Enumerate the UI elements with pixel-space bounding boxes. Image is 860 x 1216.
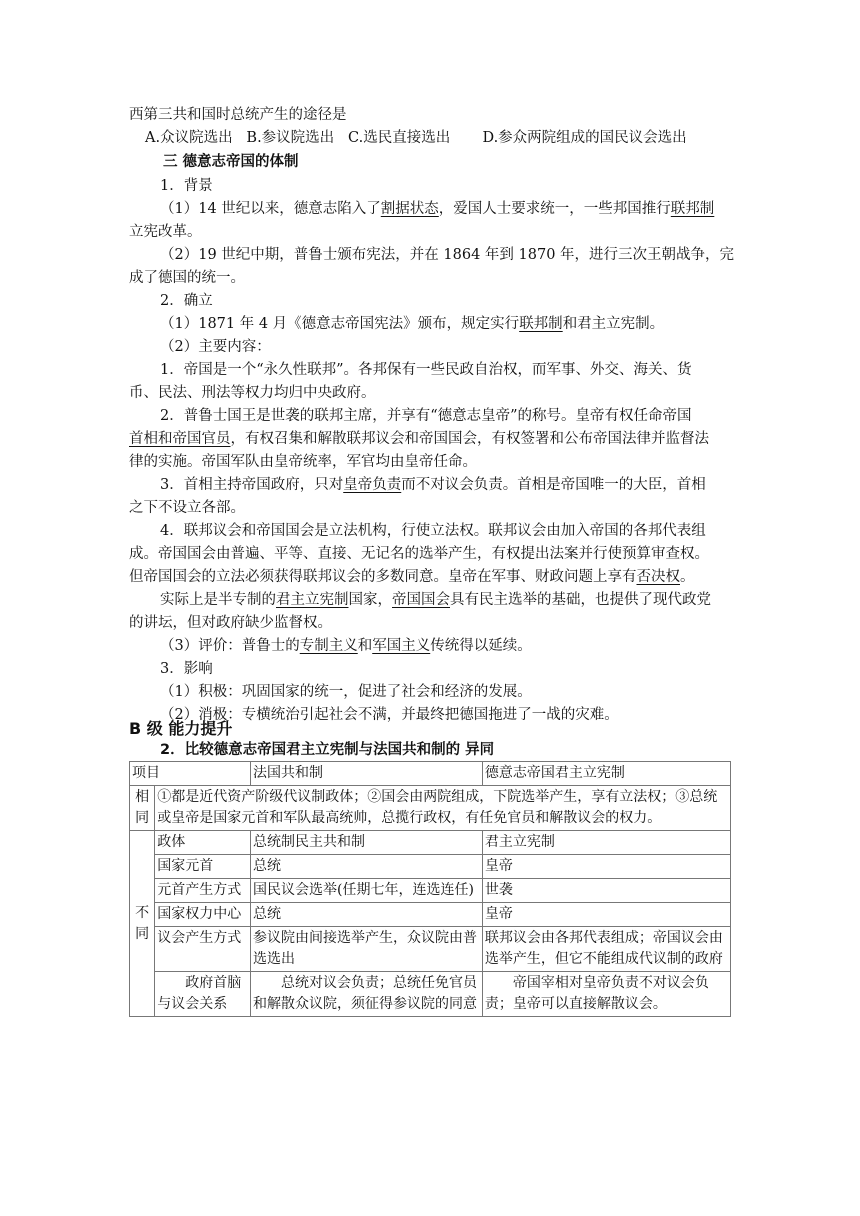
row-key: 政体 [155, 831, 251, 855]
table-row [130, 831, 731, 855]
table-row [130, 855, 731, 879]
table-header-row [130, 762, 731, 786]
content-item-2: 2．普鲁士国王是世袭的联邦主席，并享有“德意志皇帝”的称号。皇帝有权任命帝国 [160, 408, 692, 424]
table-row [130, 879, 731, 903]
content-item-4-cont: 成。帝国国会由普遍、平等、直接、无记名的选举产生，有权提出法案并行使预算审查权。 [129, 546, 709, 562]
diff-label: 不同 [130, 831, 155, 1017]
evaluation: （3）评价：普鲁士的专制主义和军国主义传统得以延续。 [160, 638, 532, 654]
row-france: 总统对议会负责；总统任免官员和解散众议院，须征得参议院的同意 [251, 972, 483, 1017]
row-france: 总统 [251, 903, 483, 927]
underlined-term: 联邦制 [519, 316, 563, 332]
header-germany: 德意志帝国君主立宪制 [482, 762, 730, 786]
influence-negative: （2）消极：专横统治引起社会不满，并最终把德国拖进了一战的灾难。 [160, 707, 619, 723]
option-b: B.参议院选出 [246, 130, 335, 146]
influence-heading: 3．影响 [160, 661, 213, 677]
question-2-title: 2．比较德意志帝国君主立宪制与法国共和制的 异同 [160, 742, 495, 758]
row-germany: 联邦议会由各邦代表组成；帝国议会由选举产生，但它不能组成代议制的政府 [482, 927, 730, 972]
underlined-term: 军国主义 [372, 638, 431, 654]
establish-para-1: （1）1871 年 4 月《德意志帝国宪法》颁布，规定实行联邦制和君主立宪制。 [160, 316, 665, 332]
header-france: 法国共和制 [251, 762, 483, 786]
table-row [130, 903, 731, 927]
row-france: 总统制民主共和制 [251, 831, 483, 855]
establish-para-2: （2）主要内容： [160, 339, 271, 355]
level-b-heading: B 级 能力提升 [129, 719, 233, 738]
row-key: 国家元首 [155, 855, 251, 879]
underlined-term: 割据状态 [380, 201, 439, 217]
same-label: 相同 [130, 786, 155, 831]
row-key: 国家权力中心 [155, 903, 251, 927]
row-key: 议会产生方式 [155, 927, 251, 972]
content-item-3-cont: 之下不设立各部。 [129, 500, 245, 516]
row-germany: 皇帝 [482, 903, 730, 927]
comparison-table [129, 761, 731, 1017]
row-germany: 君主立宪制 [482, 831, 730, 855]
background-para-1-cont: 立宪改革。 [129, 224, 202, 240]
background-para-1: （1）14 世纪以来，德意志陷入了割据状态，爱国人士要求统一，一些邦国推行联邦制 [160, 201, 715, 217]
establish-heading: 2．确立 [160, 293, 213, 309]
underlined-term: 皇帝负责 [343, 477, 402, 493]
content-summary: 实际上是半专制的君主立宪制国家，帝国国会具有民主选举的基础，也提供了现代政党 [160, 592, 711, 608]
row-france: 参议院由间接选举产生，众议院由普选选出 [251, 927, 483, 972]
background-para-2: （2）19 世纪中期，普鲁士颁布宪法，并在 1864 年到 1870 年，进行三次王朝战争，完 [160, 247, 735, 263]
background-heading: 1．背景 [160, 178, 213, 194]
underlined-term: 联邦制 [670, 201, 715, 217]
row-france: 国民议会选举(任期七年，连选连任) [251, 879, 483, 903]
content-summary-cont: 的讲坛，但对政府缺少监督权。 [129, 615, 332, 631]
table-row [130, 972, 731, 1017]
table-row [130, 927, 731, 972]
influence-positive: （1）积极：巩固国家的统一，促进了社会和经济的发展。 [160, 684, 532, 700]
row-germany: 皇帝 [482, 855, 730, 879]
underlined-term: 君主立宪制 [276, 592, 349, 608]
option-d: D.参众两院组成的国民议会选出 [482, 130, 687, 146]
options-row [145, 127, 687, 149]
content-item-4-cont2: 但帝国国会的立法必须获得联邦议会的多数同意。皇帝在军事、财政问题上享有否决权。 [129, 569, 695, 585]
table-row-same [130, 786, 731, 831]
underlined-term: 专制主义 [299, 638, 358, 654]
same-text: ①都是近代资产阶级代议制政体；②国会由两院组成，下院选举产生，享有立法权；③总统或皇帝是国家元首和军队最高统帅，总揽行政权，有任免官员和解散议会的权力。 [155, 786, 731, 831]
row-germany: 帝国宰相对皇帝负责不对议会负责；皇帝可以直接解散议会。 [482, 972, 730, 1017]
content-item-2-cont2: 律的实施。帝国军队由皇帝统率，军官均由皇帝任命。 [129, 454, 477, 470]
content-item-1: 1．帝国是一个“永久性联邦”。各邦保有一些民政自治权，而军事、外交、海关、货 [160, 362, 692, 378]
row-france: 总统 [251, 855, 483, 879]
underlined-term: 帝国国会 [392, 592, 450, 608]
option-a: A.众议院选出 [145, 130, 233, 146]
section-title: 三 德意志帝国的体制 [163, 154, 299, 170]
content-item-1-cont: 币、民法、刑法等权力均归中央政府。 [129, 385, 376, 401]
header-item: 项目 [130, 762, 251, 786]
underlined-term: 否决权 [636, 569, 680, 585]
row-key: 元首产生方式 [155, 879, 251, 903]
row-germany: 世袭 [482, 879, 730, 903]
row-key: 政府首脑与议会关系 [155, 972, 251, 1017]
content-item-3: 3．首相主持帝国政府，只对皇帝负责而不对议会负责。首相是帝国唯一的大臣，首相 [160, 477, 706, 493]
option-c: C.选民直接选出 [348, 130, 451, 146]
question-tail: 西第三共和国时总统产生的途径是 [129, 107, 347, 123]
background-para-2-cont: 成了德国的统一。 [129, 270, 245, 286]
underlined-term: 首相和帝国官员 [129, 431, 231, 447]
content-item-4: 4．联邦议会和帝国国会是立法机构，行使立法权。联邦议会由加入帝国的各邦代表组 [160, 523, 706, 539]
content-item-2-cont: 首相和帝国官员，有权召集和解散联邦议会和帝国国会，有权签署和公布帝国法律并监督法 [129, 431, 709, 447]
